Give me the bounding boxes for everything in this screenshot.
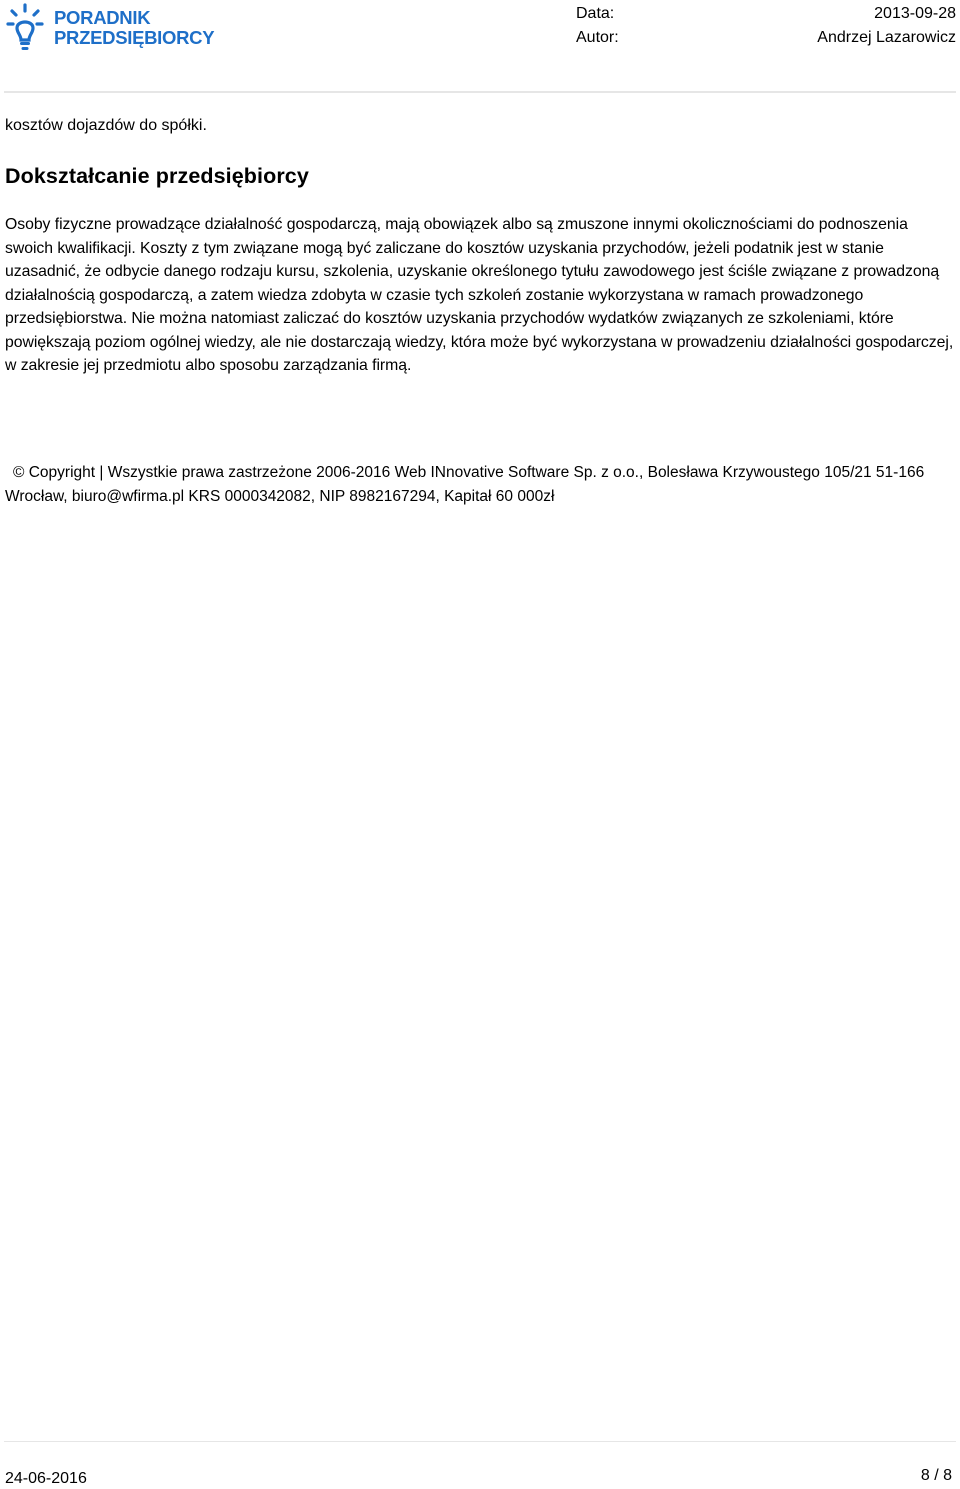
lightbulb-icon xyxy=(6,2,50,52)
copyright-icon: © xyxy=(13,464,25,481)
logo-line-2: PRZEDSIĘBIORCY xyxy=(54,27,215,48)
footer-divider xyxy=(4,1441,956,1442)
section-paragraph: Osoby fizyczne prowadzące działalność gospodarczą, mają obowiązek albo są zmuszone innymi okolicznościami do podnoszenia swoich kwalifikacji. Koszty z tym związane mogą być zaliczane do kosztów uzyskania przychodów, jeżeli podatnik jest w stanie uzasadnić, że odbycie danego rodzaju kursu, szkolenia, uzyskanie określonego tytułu zawodowego jest ściśle związane z prowadzoną działalnością gospodarczą, a zatem wiedza zdobyta w czasie tych szkoleń zostanie wykorzystana w ramach prowadzonego przedsiębiorstwa. Nie można natomiast zaliczać do kosztów uzyskania przychodów wydatków związanych ze szkoleniami, które powiększają poziom ogólnej wiedzy, ale nie dostarczają wiedzy, która może być wykorzystana w prowadzeniu działalności gospodarczej, w zakresie jej przedmiotu albo sposobu zarządzania firmą. xyxy=(5,216,954,374)
logo xyxy=(6,2,221,54)
section-title: Dokształcanie przedsiębiorcy xyxy=(5,164,309,188)
date-value: 2013-09-28 xyxy=(874,5,956,22)
author-value: Andrzej Lazarowicz xyxy=(817,29,956,46)
copyright-notice xyxy=(5,461,955,509)
page-header xyxy=(0,0,960,92)
footer-date: 24-06-2016 xyxy=(5,1470,87,1487)
logo-wordmark xyxy=(54,8,214,48)
author-row xyxy=(576,26,956,50)
intro-text: kosztów dojazdów do spółki. xyxy=(5,117,207,134)
copyright-text: Copyright | Wszystkie prawa zastrzeżone 2006-2016 Web INnovative Software Sp. z o.o., Bolesława Krzywoustego 105/21 51-166 Wrocław, biuro@wfirma.pl KRS 0000342082, NIP 8982167294, Kapitał 60 000zł xyxy=(5,464,925,505)
date-label: Data: xyxy=(576,5,615,22)
date-row xyxy=(576,2,956,26)
author-label: Autor: xyxy=(576,29,619,46)
logo-line-1: PORADNIK xyxy=(54,7,151,28)
header-divider xyxy=(4,91,956,93)
page-number: 8 / 8 xyxy=(920,1467,952,1484)
article-body xyxy=(5,114,955,378)
document-meta xyxy=(576,2,956,50)
